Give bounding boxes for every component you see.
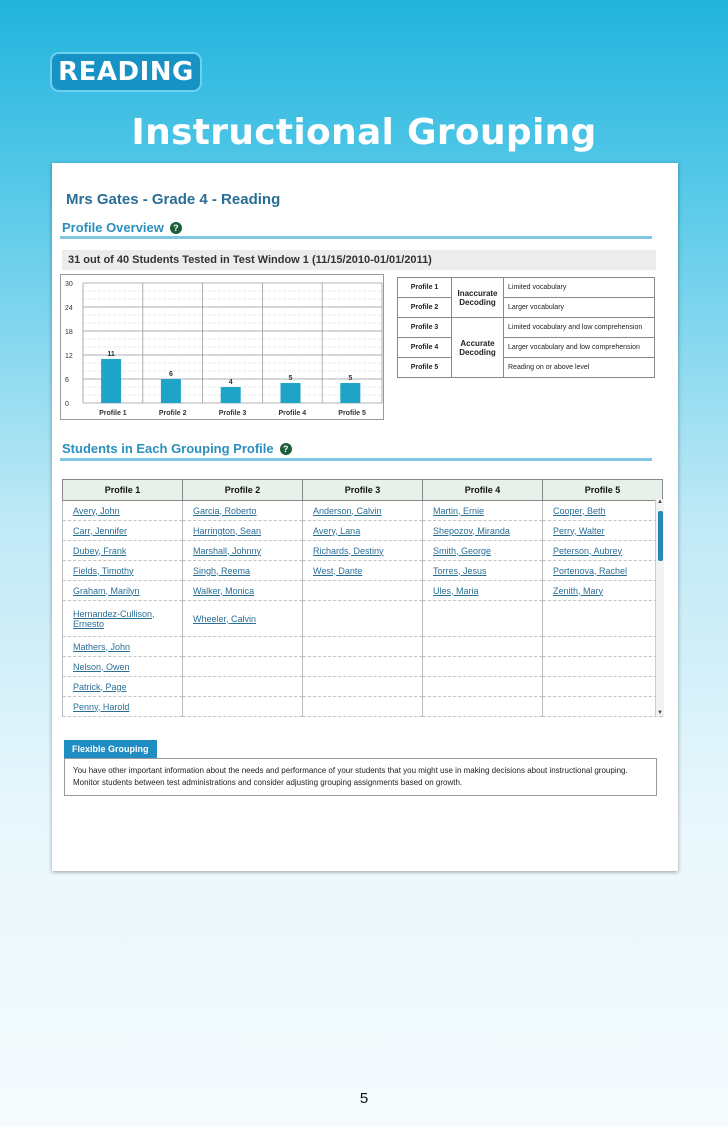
student-cell (543, 581, 663, 601)
profile-overview-label: Profile Overview (62, 220, 164, 235)
profile-legend-table (397, 277, 655, 378)
student-cell (63, 637, 183, 657)
students-heading (62, 441, 292, 456)
column-header-profile-2[interactable]: Profile 2 (183, 480, 303, 501)
student-link[interactable]: Wheeler, Calvin (193, 613, 257, 624)
legend-profile-cell: Profile 5 (398, 358, 452, 378)
table-row (63, 637, 663, 657)
legend-description-cell: Larger vocabulary (504, 298, 655, 318)
help-icon[interactable]: ? (170, 222, 182, 234)
student-link[interactable]: Harrington, Sean (193, 525, 262, 536)
y-tick-label: 18 (65, 329, 73, 336)
student-cell (183, 581, 303, 601)
profile-overview-heading (62, 220, 182, 235)
y-tick-label: 0 (65, 401, 69, 408)
bar-value-label: 4 (228, 379, 233, 386)
page-number: 5 (359, 1090, 369, 1107)
table-row (63, 601, 663, 637)
legend-profile-cell: Profile 3 (398, 318, 452, 338)
decoding-cell: Inaccurate Decoding (452, 278, 504, 318)
student-link[interactable]: Smith, George (433, 545, 492, 556)
chart-bar (101, 359, 121, 403)
scrollbar[interactable] (655, 499, 664, 716)
x-tick-label: Profile 1 (99, 410, 127, 417)
students-table (62, 479, 663, 717)
student-cell (303, 561, 423, 581)
legend-profile-cell: Profile 4 (398, 338, 452, 358)
section-divider (60, 236, 652, 239)
student-link[interactable]: Richards, Destiny (313, 545, 384, 556)
student-cell (423, 521, 543, 541)
legend-description-cell: Larger vocabulary and low comprehension (504, 338, 655, 358)
student-link[interactable]: Torres, Jesus (433, 565, 487, 576)
legend-row (398, 298, 655, 318)
student-cell (303, 601, 423, 637)
y-tick-label: 6 (65, 377, 69, 384)
reading-badge: READING (50, 52, 202, 92)
student-cell (543, 501, 663, 521)
student-link[interactable]: Avery, Lana (313, 525, 361, 536)
decoding-cell: Accurate Decoding (452, 318, 504, 378)
student-cell (63, 541, 183, 561)
student-cell (183, 561, 303, 581)
student-cell (303, 521, 423, 541)
student-link[interactable]: Avery, John (73, 505, 120, 516)
student-link[interactable]: Perry, Walter (553, 525, 605, 536)
chart-bar (221, 387, 241, 403)
legend-row (398, 338, 655, 358)
bar-value-label: 6 (168, 371, 173, 378)
student-link[interactable]: Portenova, Rachel (553, 565, 628, 576)
student-cell (423, 581, 543, 601)
student-cell (423, 697, 543, 717)
student-link[interactable]: Cooper, Beth (553, 505, 606, 516)
student-link[interactable]: Penny, Harold (73, 701, 130, 712)
student-cell (303, 501, 423, 521)
table-row (63, 697, 663, 717)
student-cell (63, 561, 183, 581)
student-cell (423, 541, 543, 561)
legend-profile-cell: Profile 2 (398, 298, 452, 318)
column-header-profile-3[interactable]: Profile 3 (303, 480, 423, 501)
legend-row (398, 318, 655, 338)
student-cell (543, 561, 663, 581)
legend-description-cell: Reading on or above level (504, 358, 655, 378)
student-link[interactable]: Shepozov, Miranda (433, 525, 510, 536)
student-cell (543, 677, 663, 697)
student-cell (183, 677, 303, 697)
student-link[interactable]: Patrick, Page (73, 681, 127, 692)
table-row (63, 581, 663, 601)
legend-description-cell: Limited vocabulary and low comprehension (504, 318, 655, 338)
student-cell (543, 657, 663, 677)
student-link[interactable]: Ules, Maria (433, 585, 479, 596)
student-link[interactable]: Zenith, Mary (553, 585, 604, 596)
table-row (63, 657, 663, 677)
table-header-row (63, 480, 663, 501)
scroll-down-arrow-icon[interactable]: ▼ (657, 710, 663, 716)
student-cell (423, 657, 543, 677)
student-cell (303, 581, 423, 601)
section-divider (60, 458, 652, 461)
student-cell (303, 677, 423, 697)
bar-value-label: 11 (107, 351, 115, 358)
chart-canvas (61, 275, 385, 421)
y-tick-label: 30 (65, 281, 73, 288)
student-cell (183, 657, 303, 677)
report-panel (52, 163, 678, 871)
help-icon[interactable]: ? (280, 443, 292, 455)
legend-row (398, 358, 655, 378)
x-tick-label: Profile 4 (278, 410, 307, 417)
table-row (63, 541, 663, 561)
x-tick-label: Profile 2 (158, 410, 187, 417)
student-link[interactable]: Dubey, Frank (73, 545, 127, 556)
student-link[interactable]: Anderson, Calvin (313, 505, 382, 516)
tested-summary: 31 out of 40 Students Tested in Test Window 1 (11/15/2010-01/01/2011) (62, 250, 656, 270)
chart-bar (281, 383, 301, 403)
table-row (63, 561, 663, 581)
student-cell (63, 601, 183, 637)
student-link[interactable]: Peterson, Aubrey (553, 545, 623, 556)
legend-row (398, 278, 655, 298)
chart-bar (161, 379, 181, 403)
student-cell (63, 697, 183, 717)
student-link[interactable]: Carr, Jennifer (73, 525, 128, 536)
flexible-grouping-text: You have other important information about the needs and performance of your students that you might use in making decisions about instructional grouping. Monitor students between test administrations and consider adjusting grouping assignments based on growth. (64, 758, 657, 796)
table-row (63, 677, 663, 697)
profile-bar-chart (60, 274, 384, 420)
x-tick-label: Profile 3 (218, 410, 247, 417)
y-tick-label: 12 (65, 353, 73, 360)
student-link[interactable]: Fields, Timothy (73, 565, 134, 576)
class-title: Mrs Gates - Grade 4 - Reading (66, 191, 281, 208)
column-header-profile-5[interactable]: Profile 5 (543, 480, 663, 501)
student-link[interactable]: Walker, Monica (193, 585, 255, 596)
student-cell (423, 501, 543, 521)
bar-value-label: 5 (348, 375, 353, 382)
student-cell (63, 581, 183, 601)
column-header-profile-1[interactable]: Profile 1 (63, 480, 183, 501)
student-link[interactable]: Singh, Reema (193, 565, 251, 576)
student-link[interactable]: West, Dante (313, 565, 363, 576)
table-row (63, 521, 663, 541)
student-cell (63, 657, 183, 677)
students-heading-label: Students in Each Grouping Profile (62, 441, 274, 456)
x-tick-label: Profile 5 (338, 410, 366, 417)
student-cell (63, 521, 183, 541)
student-cell (183, 541, 303, 561)
student-link[interactable]: Graham, Marilyn (73, 585, 140, 596)
table-row (63, 501, 663, 521)
student-link[interactable]: Garcia, Roberto (193, 505, 257, 516)
student-cell (303, 657, 423, 677)
student-cell (543, 637, 663, 657)
student-link[interactable]: Marshall, Johnny (193, 545, 262, 556)
student-link[interactable]: Mathers, John (73, 641, 131, 652)
student-cell (423, 677, 543, 697)
student-cell (543, 521, 663, 541)
student-cell (543, 541, 663, 561)
student-link[interactable]: Hernandez-Cullison, Ernesto (73, 608, 155, 629)
student-cell (543, 601, 663, 637)
legend-profile-cell: Profile 1 (398, 278, 452, 298)
flexible-grouping-tab: Flexible Grouping (64, 740, 157, 758)
student-cell (63, 501, 183, 521)
student-cell (423, 601, 543, 637)
column-header-profile-4[interactable]: Profile 4 (423, 480, 543, 501)
student-link[interactable]: Martin, Ernie (433, 505, 485, 516)
student-cell (303, 637, 423, 657)
student-cell (183, 501, 303, 521)
scroll-up-arrow-icon[interactable]: ▲ (657, 499, 663, 505)
student-cell (183, 697, 303, 717)
chart-bar (340, 383, 360, 403)
student-cell (423, 637, 543, 657)
legend-description-cell: Limited vocabulary (504, 278, 655, 298)
student-cell (303, 697, 423, 717)
student-cell (183, 637, 303, 657)
student-cell (183, 521, 303, 541)
student-cell (543, 697, 663, 717)
scrollbar-thumb[interactable] (658, 511, 663, 561)
student-cell (183, 601, 303, 637)
page-title: Instructional Grouping (131, 112, 597, 153)
bar-value-label: 5 (288, 375, 293, 382)
student-cell (63, 677, 183, 697)
student-cell (423, 561, 543, 581)
student-cell (303, 541, 423, 561)
y-tick-label: 24 (65, 305, 73, 312)
student-link[interactable]: Nelson, Owen (73, 661, 130, 672)
